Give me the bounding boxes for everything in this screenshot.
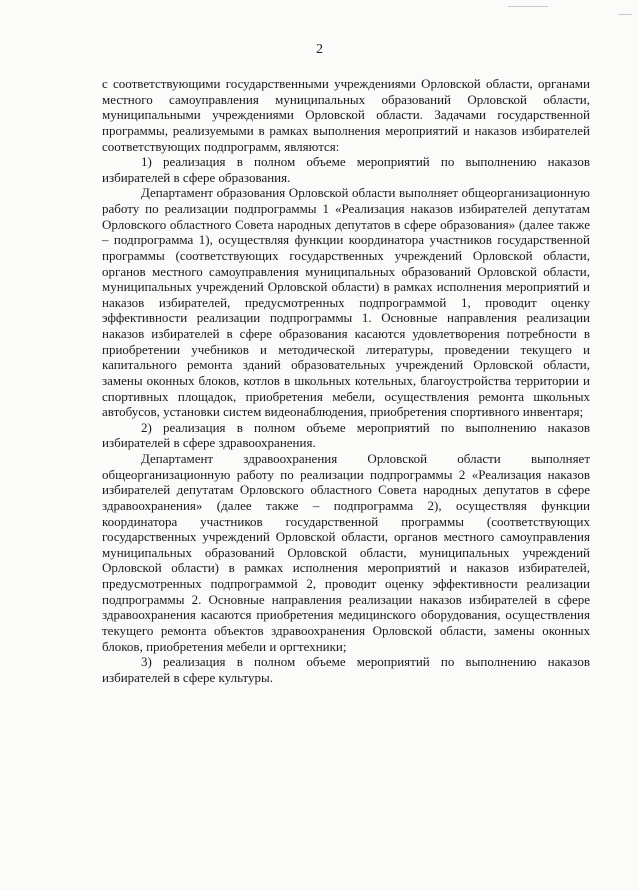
scan-artifact-line	[508, 6, 548, 7]
paragraph-intro: с соответствующими государственными учреждениями Орловской области, органами местного самоуправления муниципальных образований Орловской области, муниципальными учреждениями Орловской области. Задачами государственной программы, реализуемыми в рамках выполнения мероприятий и наказов избирателей соответствующих подпрограмм, являются:	[102, 76, 590, 154]
paragraph-item-1: 1) реализация в полном объеме мероприятий по выполнению наказов избирателей в сфере образования.	[102, 154, 590, 185]
document-body	[102, 76, 590, 685]
paragraph-health-department: Департамент здравоохранения Орловской области выполняет общеорганизационную работу по реализации подпрограммы 2 «Реализация наказов избирателей депутатам Орловского областного Совета народных депутатов в сфере здравоохранения» (далее также – подпрограмма 2), осуществляя функции координатора участников государственной программы (соответствующих государственных учреждений Орловской области, органов местного самоуправления муниципальных образований Орловской области, муниципальных учреждений Орловской области) в рамках исполнения мероприятий и наказов избирателей, предусмотренных подпрограммой 2, проводит оценку эффективности реализации подпрограммы 2. Основные направления реализации наказов избирателей в сфере здравоохранения касаются приобретения медицинского оборудования, осуществления текущего ремонта объектов здравоохранения Орловской области, замены оконных блоков, приобретения мебели и оргтехники;	[102, 451, 590, 654]
paragraph-item-2: 2) реализация в полном объеме мероприятий по выполнению наказов избирателей в сфере здравоохранения.	[102, 419, 590, 451]
scan-artifact-line	[618, 14, 632, 15]
paragraph-education-department: Департамент образования Орловской области выполняет общеорганизационную работу по реализации подпрограммы 1 «Реализация наказов избирателей депутатам Орловского областного Совета народных депутатов в сфере образования» (далее также – подпрограмма 1), осуществляя функции координатора участников государственной программы (соответствующих государственных учреждений Орловской области, органов местного самоуправления муниципальных образований Орловской области, муниципальных учреждений Орловской области) в рамках исполнения мероприятий и наказов избирателей, предусмотренных подпрограммой 1, проводит оценку эффективности реализации подпрограммы 1. Основные направления реализации наказов избирателей в сфере образования касаются удовлетворения потребности в приобретении учебников и методической литературы, проведении текущего и капитального ремонта зданий образовательных учреждений Орловской области, замены оконных блоков, котлов в школьных котельных, благоустройства территории и спортивных площадок, приобретения мебели, осуществления ремонта школьных автобусов, установки систем видеонаблюдения, приобретения спортивного инвентаря;	[102, 185, 590, 420]
page-number: 2	[316, 42, 323, 57]
paragraph-item-3: 3) реализация в полном объеме мероприятий по выполнению наказов избирателей в сфере культуры.	[102, 654, 590, 685]
